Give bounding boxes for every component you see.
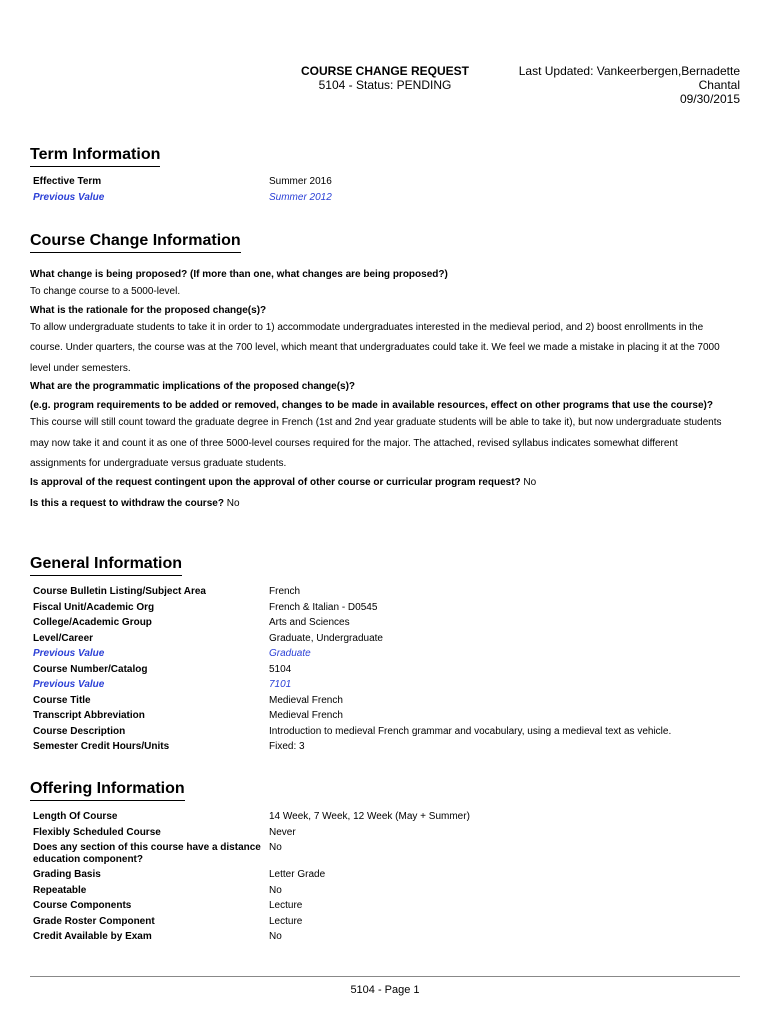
answer: course. Under quarters, the course was at the 700 level, which meant that undergraduates could take it. We feel we made a mistake in placing it at the 7000 <box>30 342 720 353</box>
previous-value-row <box>30 646 740 662</box>
row-label: Repeatable <box>33 884 87 896</box>
row-value: Summer 2012 <box>269 191 332 203</box>
row-label: Previous Value <box>33 191 105 203</box>
document-status: 5104 - Status: PENDING <box>318 78 452 92</box>
general-information-section <box>30 555 740 755</box>
info-row <box>30 929 740 945</box>
info-row <box>30 809 740 825</box>
info-row <box>30 914 740 930</box>
row-label: College/Academic Group <box>33 617 152 628</box>
row-label: Fiscal Unit/Academic Org <box>33 601 155 613</box>
info-row <box>30 615 740 631</box>
row-value: Summer 2016 <box>269 176 332 187</box>
row-value: Medieval French <box>269 694 343 706</box>
info-row <box>30 631 740 647</box>
answer: To change course to a 5000-level. <box>30 286 181 297</box>
info-row <box>30 825 740 841</box>
row-label: Grade Roster Component <box>33 915 155 927</box>
row-value: 7101 <box>269 679 292 690</box>
question: What is the rationale for the proposed change(s)? <box>30 304 267 316</box>
withdraw-question <box>30 496 740 511</box>
answer: No <box>226 497 240 509</box>
row-value: No <box>269 842 282 853</box>
question-note: (e.g. program requirements to be added or removed, changes to be made in available resources, effect on other programs that use the course)? <box>30 400 713 411</box>
row-value: Medieval French <box>269 710 343 721</box>
row-value: Never <box>269 826 296 838</box>
question: What are the programmatic implications of the proposed change(s)? <box>30 381 356 392</box>
section-title: Offering Information <box>30 780 185 801</box>
info-row <box>30 693 740 709</box>
question-text: Is this a request to withdraw the course? <box>30 497 224 509</box>
info-row <box>30 600 740 616</box>
answer: level under semesters. <box>30 362 131 374</box>
question: What change is being proposed? (If more than one, what changes are being proposed?) <box>30 269 448 280</box>
info-row <box>30 739 740 755</box>
info-row <box>30 898 740 914</box>
previous-value-row <box>30 190 740 206</box>
previous-value-row <box>30 677 740 693</box>
row-label: Effective Term <box>33 176 102 187</box>
term-information-section <box>30 146 740 205</box>
document-title: COURSE CHANGE REQUEST <box>300 64 470 78</box>
row-value: Graduate, Undergraduate <box>269 632 383 644</box>
row-label: Does any section of this course have a distance education component? <box>33 842 261 865</box>
row-label: Course Components <box>33 900 132 911</box>
last-updated-name: Last Updated: Vankeerbergen,Bernadette <box>518 64 740 78</box>
row-label: Course Number/Catalog <box>33 663 148 675</box>
row-value: Lecture <box>269 915 303 927</box>
row-label: Previous Value <box>33 679 105 690</box>
row-value: Graduate <box>269 648 311 659</box>
section-title: General Information <box>30 555 182 576</box>
row-value: No <box>269 884 282 896</box>
info-row <box>30 867 740 883</box>
answer: may now take it and count it as one of three 5000-level courses required for the major. The attached, revised syllabus indicates somewhat different <box>30 437 678 449</box>
contingent-question <box>30 475 740 490</box>
info-row <box>30 724 740 740</box>
row-value: French & Italian - D0545 <box>269 601 378 613</box>
row-label: Course Title <box>33 694 91 706</box>
row-label: Course Bulletin Listing/Subject Area <box>33 586 206 597</box>
info-row <box>30 662 740 678</box>
page-number: 5104 - Page 1 <box>350 984 420 996</box>
footer-divider <box>30 976 740 977</box>
row-label: Level/Career <box>33 632 94 644</box>
course-change-section <box>30 232 740 511</box>
row-label: Course Description <box>33 725 126 737</box>
last-updated-date: 09/30/2015 <box>679 92 740 106</box>
row-value: Fixed: 3 <box>269 741 305 752</box>
row-label: Length Of Course <box>33 811 118 822</box>
row-label: Previous Value <box>33 648 105 659</box>
row-value: 14 Week, 7 Week, 12 Week (May + Summer) <box>269 811 470 822</box>
info-row <box>30 883 740 899</box>
row-value: Introduction to medieval French grammar and vocabulary, using a medieval text as vehicle. <box>269 725 672 737</box>
row-label: Semester Credit Hours/Units <box>33 741 170 752</box>
row-label: Credit Available by Exam <box>33 931 152 942</box>
answer: This course will still count toward the graduate degree in French (1st and 2nd year graduate students will be able to take it), but now undergraduate students <box>30 417 722 428</box>
info-row <box>30 840 740 867</box>
section-title: Course Change Information <box>30 232 241 253</box>
answer: To allow undergraduate students to take it in order to 1) accommodate undergraduates interested in the medieval period, and 2) boost enrollments in the <box>30 321 704 333</box>
section-title: Term Information <box>30 146 160 167</box>
info-row <box>30 174 740 190</box>
document-header <box>285 64 485 92</box>
row-label: Transcript Abbreviation <box>33 710 145 721</box>
row-value: Letter Grade <box>269 869 326 880</box>
row-value: Lecture <box>269 900 303 911</box>
last-updated-block <box>480 64 740 106</box>
last-updated-name-cont: Chantal <box>698 78 740 92</box>
row-label: Flexibly Scheduled Course <box>33 826 161 838</box>
row-value: No <box>269 931 282 942</box>
row-value: 5104 <box>269 663 292 675</box>
info-row <box>30 584 740 600</box>
row-label: Grading Basis <box>33 869 101 880</box>
answer: No <box>523 476 537 488</box>
offering-information-section <box>30 780 740 945</box>
question-text: Is approval of the request contingent upon the approval of other course or curricular program request? <box>30 476 521 488</box>
answer: assignments for undergraduate versus graduate students. <box>30 458 287 469</box>
row-value: French <box>269 586 301 597</box>
info-row <box>30 708 740 724</box>
row-value: Arts and Sciences <box>269 617 350 628</box>
